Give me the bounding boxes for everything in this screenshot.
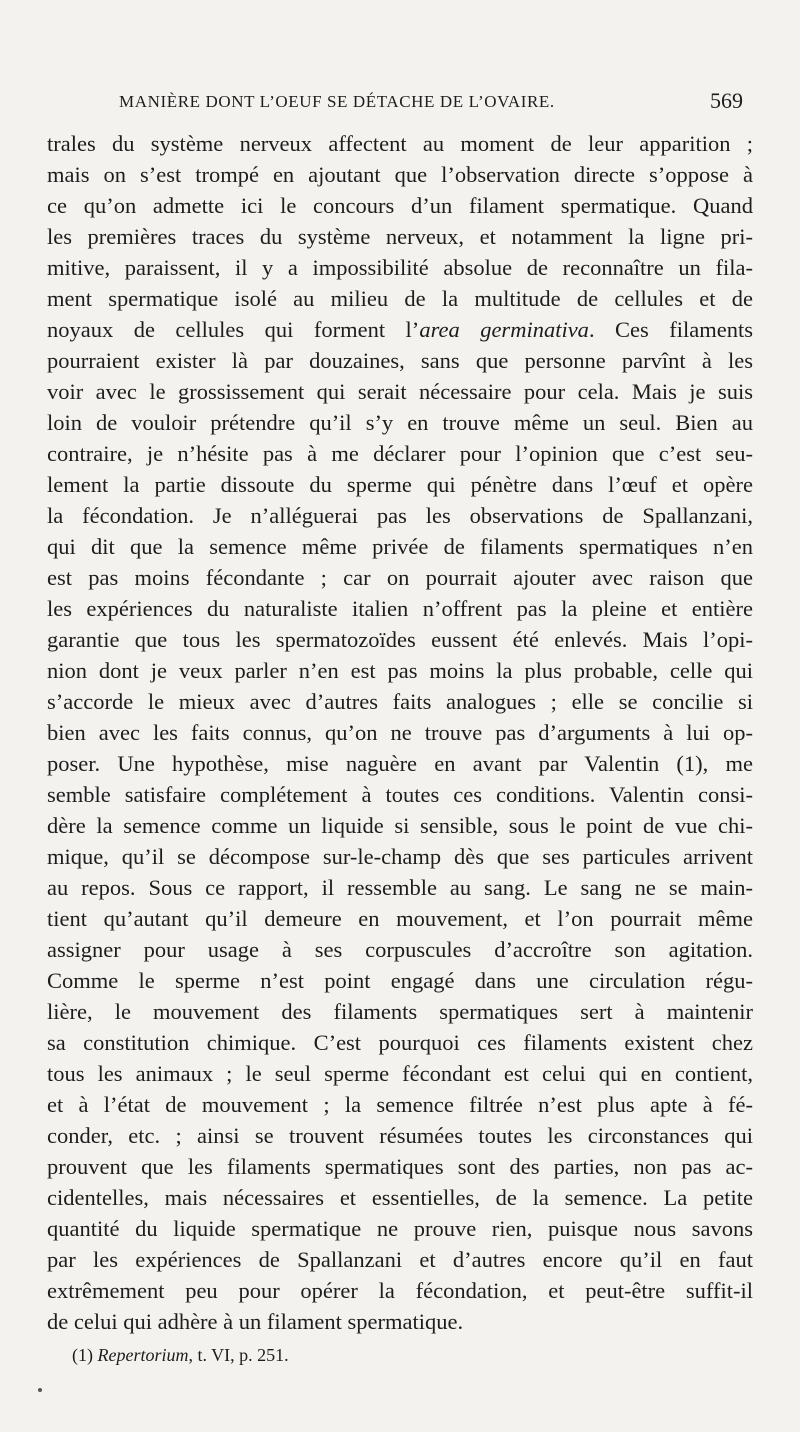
text-line: tient qu’autant qu’il demeure en mouvement, et l’on pourrait même [47,906,753,931]
text-line: lière, le mouvement des filaments spermatiques sert à maintenir [47,999,753,1024]
text-line: trales du système nerveux affectent au moment de leur apparition ; [47,131,753,156]
text-line: voir avec le grossissement qui serait nécessaire pour cela. Mais je suis [47,379,753,404]
text-line: et à l’état de mouvement ; la semence filtrée n’est plus apte à fé- [47,1092,753,1117]
text-line: au repos. Sous ce rapport, il ressemble au sang. Le sang ne se main- [47,875,753,900]
text-line: bien avec les faits connus, qu’on ne trouve pas d’arguments à lui op- [47,720,753,745]
text-line: pourraient exister là par douzaines, sans que personne parvînt à les [47,348,753,373]
text-line: cidentelles, mais nécessaires et essentielles, de la semence. La petite [47,1185,753,1210]
text-line: ment spermatique isolé au milieu de la multitude de cellules et de [47,286,753,311]
text-line: mitive, paraissent, il y a impossibilité absolue de reconnaître un fila- [47,255,753,280]
footnote-marker: (1) [72,1345,93,1365]
running-head [47,88,747,118]
text-line: extrêmement peu pour opérer la fécondation, et peut-être suffit-il [47,1278,753,1303]
text-line [47,314,753,345]
text-line: garantie que tous les spermatozoïdes eussent été enlevés. Mais l’opi- [47,627,753,652]
text-line: est pas moins fécondante ; car on pourrait ajouter avec raison que [47,565,753,590]
italic-term: area germinativa [419,317,589,342]
text-line: quantité du liquide spermatique ne prouve rien, puisque nous savons [47,1216,753,1241]
footnote-source: Repertorium [97,1345,189,1365]
footnote [72,1342,289,1368]
text-line: assigner pour usage à ses corpuscules d’accroître son agitation. [47,937,753,962]
text-line: nion dont je veux parler n’en est pas moins la plus probable, celle qui [47,658,753,683]
text-line: dère la semence comme un liquide si sensible, sous le point de vue chi- [47,813,753,838]
text-line: les expériences du naturaliste italien n’offrent pas la pleine et entière [47,596,753,621]
running-title: MANIÈRE DONT L’OEUF SE DÉTACHE DE L’OVAIRE. [119,92,555,111]
text-line: par les expériences de Spallanzani et d’autres encore qu’il en faut [47,1247,753,1272]
text-line: semble satisfaire complétement à toutes ces conditions. Valentin consi- [47,782,753,807]
text-line: Comme le sperme n’est point engagé dans une circulation régu- [47,968,753,993]
text-line: poser. Une hypothèse, mise naguère en avant par Valentin (1), me [47,751,753,776]
text-line: ce qu’on admette ici le concours d’un filament spermatique. Quand [47,193,753,218]
text-line: loin de vouloir prétendre qu’il s’y en trouve même un seul. Bien au [47,410,753,435]
text-line: sa constitution chimique. C’est pourquoi ces filaments existent chez [47,1030,753,1055]
page-number: 569 [710,88,743,113]
text-line: mais on s’est trompé en ajoutant que l’observation directe s’oppose à [47,162,753,187]
text-line: s’accorde le mieux avec d’autres faits analogues ; elle se concilie si [47,689,753,714]
text-line: prouvent que les filaments spermatiques sont des parties, non pas ac- [47,1154,753,1179]
text-line: mique, qu’il se décompose sur-le-champ dès que ses particules arrivent [47,844,753,869]
paper-speck [38,1388,42,1392]
text-segment: . Ces filaments [588,317,753,342]
text-line: qui dit que la semence même privée de filaments spermatiques n’en [47,534,753,559]
text-line: tous les animaux ; le seul sperme fécondant est celui qui en contient, [47,1061,753,1086]
text-line: conder, etc. ; ainsi se trouvent résumées toutes les circonstances qui [47,1123,753,1148]
body-text [47,128,753,1337]
text-line: contraire, je n’hésite pas à me déclarer pour l’opinion que c’est seu- [47,441,753,466]
text-segment: noyaux de cellules qui forment l’ [47,317,420,342]
text-line: de celui qui adhère à un filament spermatique. [47,1309,464,1334]
text-line: lement la partie dissoute du sperme qui pénètre dans l’œuf et opère [47,472,753,497]
text-line: la fécondation. Je n’alléguerai pas les observations de Spallanzani, [47,503,753,528]
footnote-rest: , t. VI, p. 251. [188,1345,289,1365]
text-line: les premières traces du système nerveux, et notamment la ligne pri- [47,224,753,249]
